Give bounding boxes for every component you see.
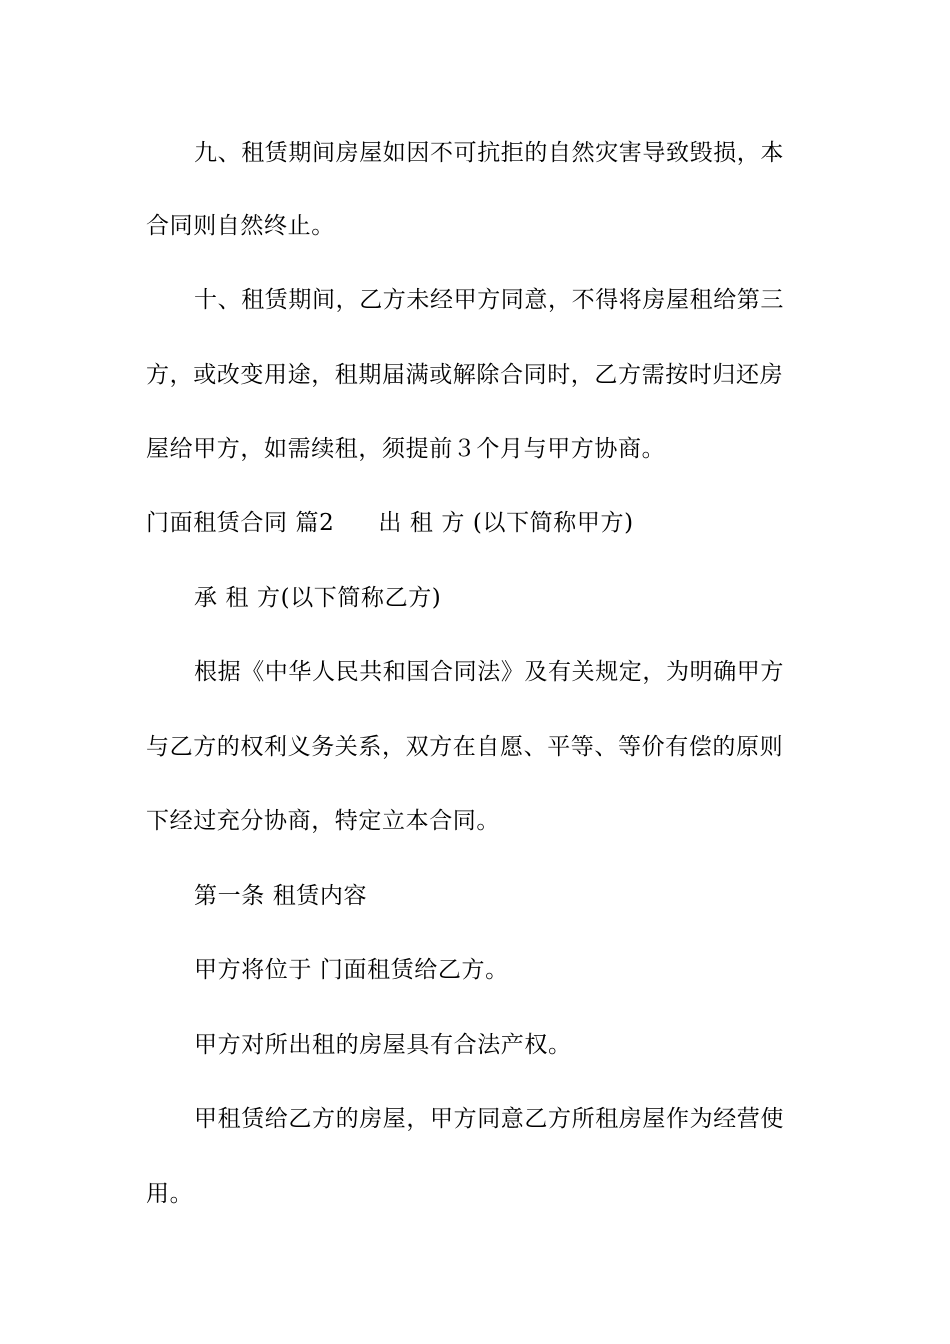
paragraph-line: 合同则自然终止。	[146, 213, 335, 239]
paragraph-line: 屋给甲方，如需续租，须提前３个月与甲方协商。	[146, 436, 666, 462]
paragraph-line: 十、租赁期间，乙方未经甲方同意，不得将房屋租给第三	[194, 287, 784, 313]
paragraph-line: 甲方对所出租的房屋具有合法产权。	[194, 1032, 572, 1058]
paragraph-line: 用。	[146, 1181, 194, 1207]
paragraph-line: 下经过充分协商，特定立本合同。	[146, 808, 500, 834]
article-heading: 第一条 租赁内容	[194, 883, 368, 909]
section-heading-line	[146, 508, 634, 538]
paragraph-line: 甲租赁给乙方的房屋，甲方同意乙方所租房屋作为经营使	[194, 1106, 784, 1132]
lessor-label: 出 租 方 (以下简称甲方)	[378, 510, 634, 536]
paragraph-line: 根据《中华人民共和国合同法》及有关规定，为明确甲方	[194, 659, 784, 685]
lessee-label: 承 租 方(以下简称乙方)	[194, 585, 442, 611]
paragraph-line: 与乙方的权利义务关系，双方在自愿、平等、等价有偿的原则	[146, 734, 784, 760]
paragraph-line: 方，或改变用途，租期届满或解除合同时，乙方需按时归还房	[146, 362, 784, 388]
paragraph-line: 九、租赁期间房屋如因不可抗拒的自然灾害导致毁损，本	[194, 140, 784, 166]
section-heading: 门面租赁合同 篇2	[146, 510, 335, 536]
paragraph-line: 甲方将位于 门面租赁给乙方。	[194, 957, 509, 983]
